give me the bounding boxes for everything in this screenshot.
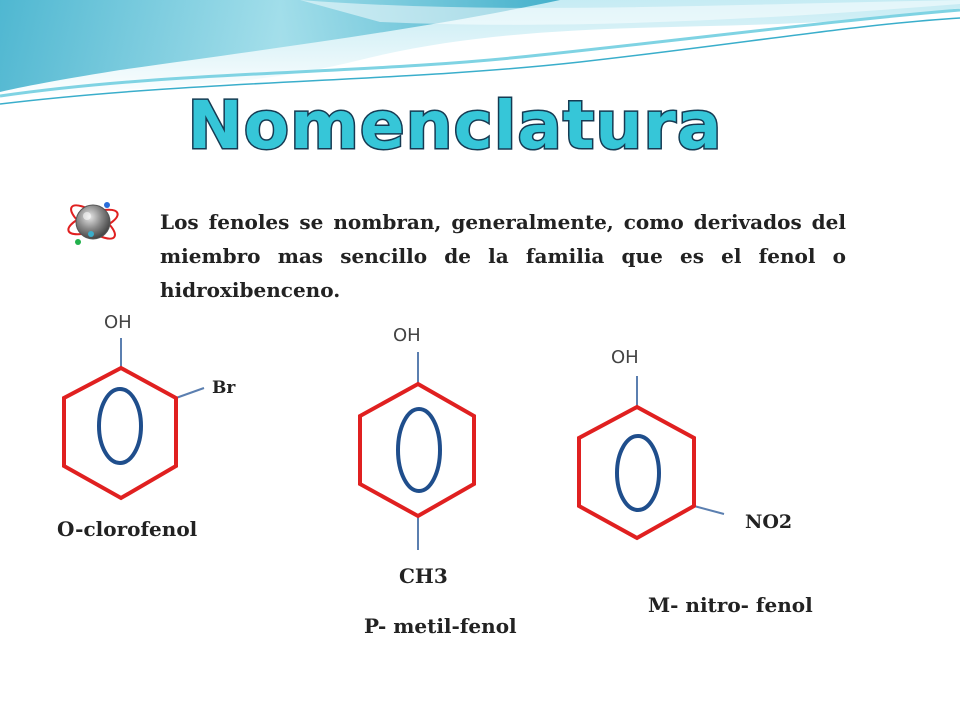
aromatic-circle (617, 436, 659, 510)
atom-globe-icon (65, 200, 120, 245)
benzene-ring (360, 384, 474, 516)
molecule-name: P- metil-fenol (364, 614, 517, 638)
oh-label: OH (611, 347, 639, 368)
intro-paragraph: Los fenoles se nombran, generalmente, como derivados del miembro mas sencillo de la familia que es el fenol o hidroxibenceno. (160, 210, 846, 302)
molecule-m-nitro-fenol (579, 347, 813, 617)
bond-br (176, 388, 204, 398)
page-title: Nomenclatura (187, 87, 723, 164)
aromatic-circle (99, 389, 141, 463)
molecule-p-metil-fenol (360, 325, 517, 638)
substituent-label: NO2 (745, 511, 793, 533)
molecule-name: O-clorofenol (57, 517, 198, 541)
bond-no2 (694, 506, 724, 514)
oh-label: OH (393, 325, 421, 346)
substituent-label: Br (212, 378, 236, 398)
aromatic-circle (398, 409, 440, 491)
substituent-label: CH3 (399, 564, 448, 588)
molecule-name: M- nitro- fenol (648, 593, 813, 617)
benzene-ring (579, 407, 694, 538)
molecule-o-clorofenol (57, 312, 236, 541)
oh-label: OH (104, 312, 132, 333)
